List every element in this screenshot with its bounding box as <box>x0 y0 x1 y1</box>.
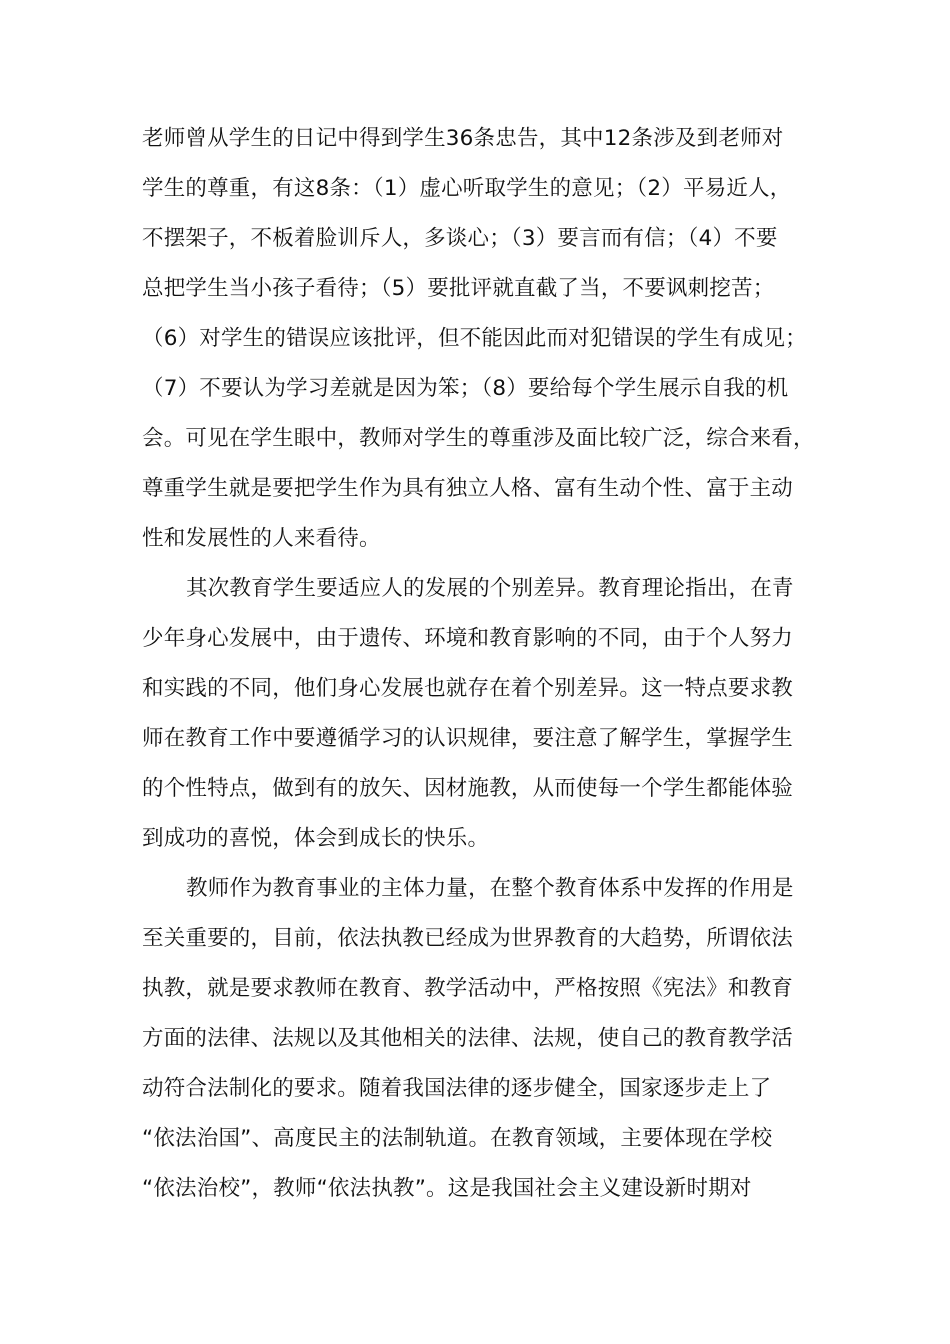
text-line: 方面的法律、法规以及其他相关的法律、法规，使自己的教育教学活 <box>142 1026 794 1051</box>
text-line: （6）对学生的错误应该批评，但不能因此而对犯错误的学生有成见； <box>142 326 807 351</box>
paragraph-first-line: 其次教育学生要适应人的发展的个别差异。教育理论指出，在青 <box>186 576 794 601</box>
text-line: 老师曾从学生的日记中得到学生36条忠告，其中12条涉及到老师对 <box>142 126 784 151</box>
text-line: 会。可见在学生眼中，教师对学生的尊重涉及面比较广泛，综合来看， <box>142 426 815 451</box>
text-line: 不摆架子，不板着脸训斥人，多谈心；（3）要言而有信；（4）不要 <box>142 226 778 251</box>
text-line: 至关重要的，目前，依法执教已经成为世界教育的大趋势，所谓依法 <box>142 926 794 951</box>
paragraph-first-line: 教师作为教育事业的主体力量，在整个教育体系中发挥的作用是 <box>186 876 794 901</box>
text-line: 少年身心发展中，由于遗传、环境和教育影响的不同，由于个人努力 <box>142 626 794 651</box>
text-line: 性和发展性的人来看待。 <box>142 526 381 551</box>
text-line: “依法治校”，教师“依法执教”。这是我国社会主义建设新时期对 <box>142 1176 752 1201</box>
text-line: 动符合法制化的要求。随着我国法律的逐步健全，国家逐步走上了 <box>142 1076 772 1101</box>
text-line: 和实践的不同，他们身心发展也就存在着个别差异。这一特点要求教 <box>142 676 794 701</box>
text-line: 到成功的喜悦，体会到成长的快乐。 <box>142 826 490 851</box>
text-line: 学生的尊重，有这8条：（1）虚心听取学生的意见；（2）平易近人， <box>142 176 792 201</box>
text-line: 的个性特点，做到有的放矢、因材施教，从而使每一个学生都能体验 <box>142 776 794 801</box>
text-line: 总把学生当小孩子看待；（5）要批评就直截了当，不要讽刺挖苦； <box>142 276 775 301</box>
text-line: “依法治国”、高度民主的法制轨道。在教育领域，主要体现在学校 <box>142 1126 773 1151</box>
text-line: 尊重学生就是要把学生作为具有独立人格、富有生动个性、富于主动 <box>142 476 794 501</box>
text-line: （7）不要认为学习差就是因为笨；（8）要给每个学生展示自我的机 <box>142 376 789 401</box>
text-line: 师在教育工作中要遵循学习的认识规律，要注意了解学生，掌握学生 <box>142 726 794 751</box>
text-line: 执教，就是要求教师在教育、教学活动中，严格按照《宪法》和教育 <box>142 976 794 1001</box>
